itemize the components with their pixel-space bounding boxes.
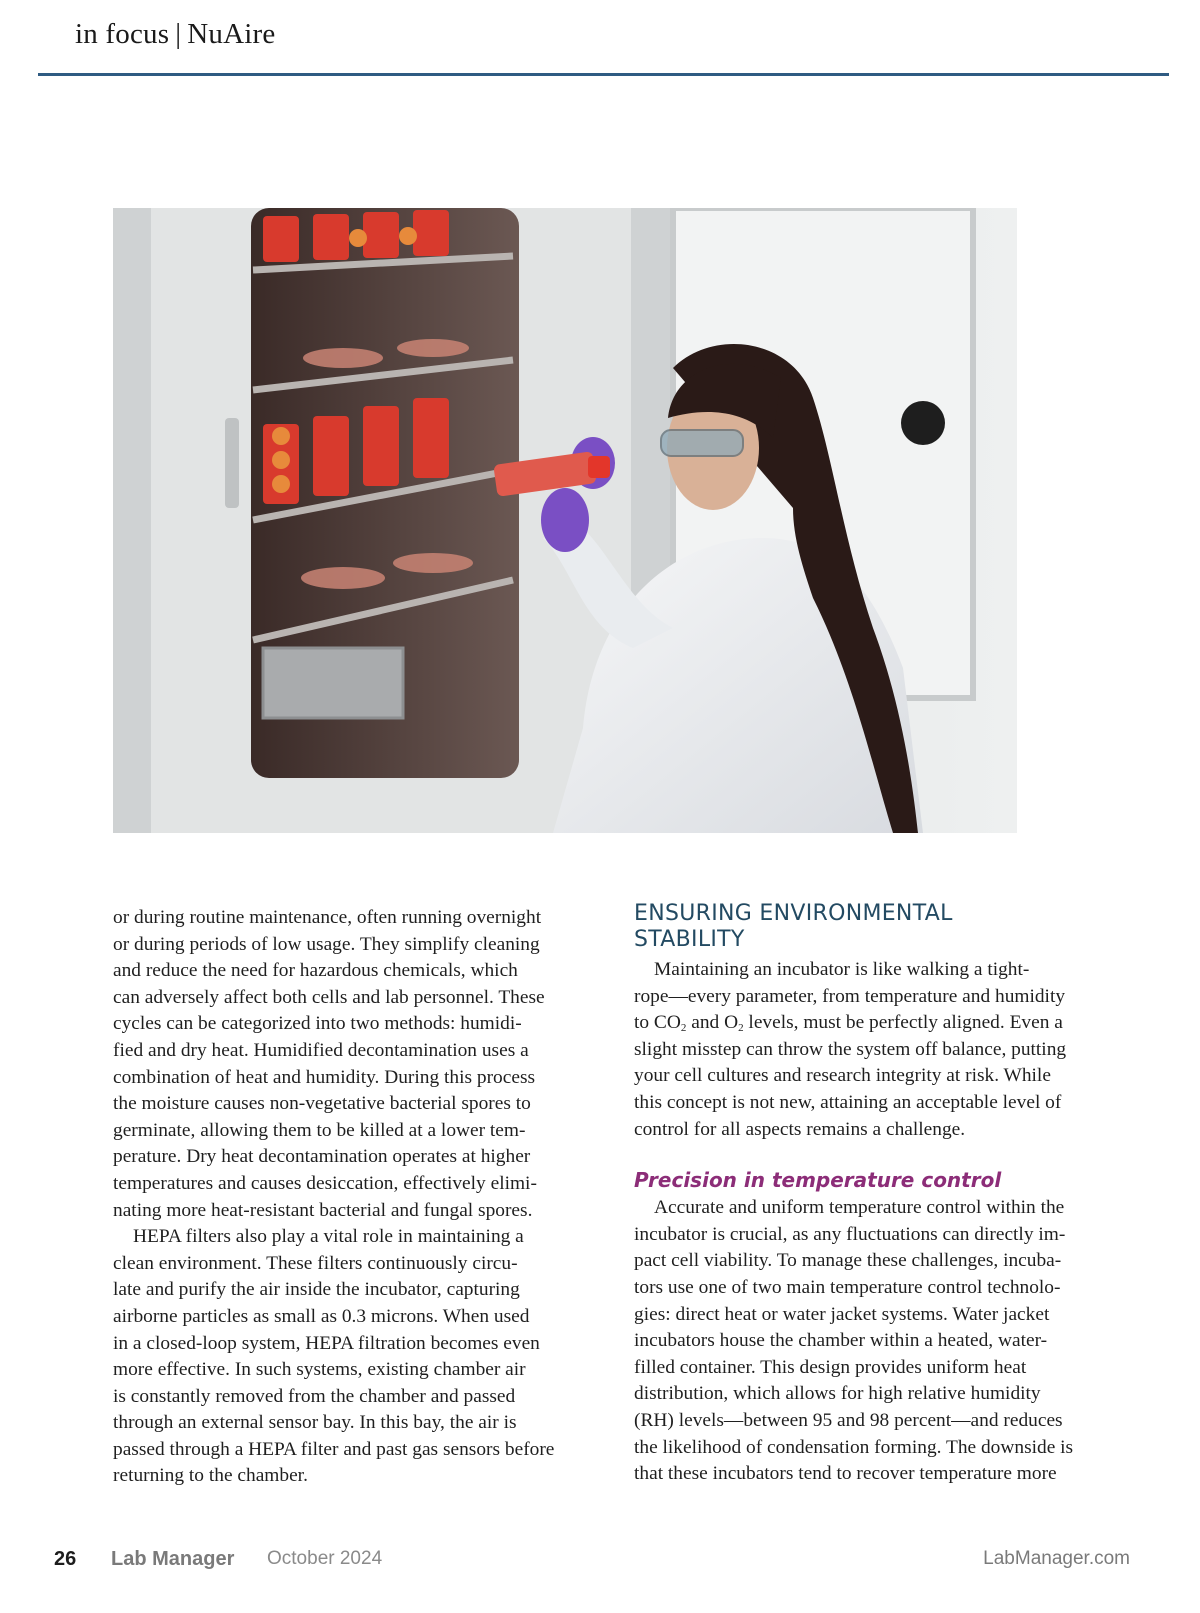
text-line: pact cell viability. To manage these challenges, incuba-: [634, 1250, 1062, 1272]
text-line: the moisture causes non-vegetative bacterial spores to: [113, 1093, 531, 1115]
page-number: 26: [54, 1548, 77, 1570]
text-line: is constantly removed from the chamber and passed: [113, 1385, 516, 1407]
text-line: Accurate and uniform temperature control within the: [654, 1197, 1065, 1219]
text-line: slight misstep can throw the system off balance, putting: [634, 1038, 1067, 1060]
text-line: and reduce the need for hazardous chemicals, which: [113, 960, 518, 982]
header-section: in focus: [75, 18, 170, 50]
text-line: combination of heat and humidity. During this process: [113, 1066, 536, 1088]
text-line: distribution, which allows for high relative humidity: [634, 1383, 1041, 1405]
text-line: incubator is crucial, as any fluctuations can directly im-: [634, 1223, 1066, 1245]
text-line: incubators house the chamber within a heated, water-: [634, 1330, 1048, 1352]
text-line: airborne particles as small as 0.3 microns. When used: [113, 1305, 530, 1327]
magazine-name: Lab Manager: [111, 1548, 235, 1570]
text-line: tors use one of two main temperature control technolo-: [634, 1276, 1061, 1298]
lab-technician-incubator-photo: [113, 208, 1017, 833]
text-line: temperatures and causes desiccation, effectively elimi-: [113, 1172, 537, 1194]
text-line: nating more heat-resistant bacterial and fungal spores.: [113, 1199, 533, 1221]
text-fragment: to CO: [634, 1012, 681, 1034]
text-line: filled container. This design provides uniform heat: [634, 1356, 1027, 1378]
text-line: that these incubators tend to recover temperature more: [634, 1463, 1057, 1485]
text-fragment: and O: [686, 1012, 739, 1034]
text-line: perature. Dry heat decontamination operates at higher: [113, 1146, 531, 1168]
subheading: Precision in temperature control: [634, 1168, 1002, 1193]
right-paragraph-1: [634, 957, 1134, 1143]
text-line: or during routine maintenance, often running overnight: [113, 907, 542, 928]
text-line: [634, 1010, 1134, 1037]
section-heading-line: ENSURING ENVIRONMENTAL: [634, 901, 953, 926]
text-line: or during periods of low usage. They simplify cleaning: [113, 933, 540, 955]
section-heading-line: STABILITY: [634, 927, 745, 952]
text-line: Maintaining an incubator is like walking a tight-: [654, 959, 1030, 980]
text-line: fied and dry heat. Humidified decontamination uses a: [113, 1039, 529, 1061]
text-line: in a closed-loop system, HEPA filtration becomes even: [113, 1332, 540, 1354]
text-line: through an external sensor bay. In this bay, the air is: [113, 1412, 517, 1434]
text-line: clean environment. These filters continuously circu-: [113, 1252, 518, 1274]
subscript: 2: [738, 1022, 744, 1035]
text-line: returning to the chamber.: [113, 1465, 308, 1487]
text-line: HEPA filters also play a vital role in maintaining a: [133, 1226, 524, 1248]
text-line: (RH) levels—between 95 and 98 percent—and reduces: [634, 1409, 1063, 1431]
text-line: gies: direct heat or water jacket systems. Water jacket: [634, 1303, 1050, 1325]
text-line: cycles can be categorized into two methods: humidi-: [113, 1013, 522, 1035]
website-link[interactable]: LabManager.com: [983, 1548, 1130, 1569]
text-line: rope—every parameter, from temperature and humidity: [634, 985, 1066, 1007]
running-header: [75, 18, 275, 51]
issue-date: October 2024: [267, 1548, 383, 1569]
left-paragraph-2: [113, 1224, 611, 1490]
header-rule: [38, 73, 1169, 76]
header-company: NuAire: [187, 18, 276, 50]
text-line: late and purify the air inside the incubator, capturing: [113, 1279, 520, 1301]
text-line: your cell cultures and research integrity at risk. While: [634, 1065, 1051, 1087]
text-line: control for all aspects remains a challenge.: [634, 1118, 966, 1140]
text-line: passed through a HEPA filter and past gas sensors before: [113, 1438, 555, 1460]
subscript: 2: [680, 1022, 687, 1035]
right-paragraph-2: [634, 1195, 1134, 1488]
right-column: [634, 901, 1134, 1488]
section-heading: [634, 901, 1134, 953]
page-footer: [0, 1548, 1200, 1578]
left-paragraph-1: [113, 905, 611, 1224]
left-column: [113, 905, 611, 1490]
text-line: can adversely affect both cells and lab personnel. These: [113, 986, 545, 1008]
header-separator: |: [175, 18, 182, 50]
text-line: more effective. In such systems, existing chamber air: [113, 1359, 526, 1381]
text-line: this concept is not new, attaining an acceptable level of: [634, 1091, 1062, 1113]
text-line: germinate, allowing them to be killed at a lower tem-: [113, 1119, 526, 1141]
text-fragment: levels, must be perfectly aligned. Even a: [743, 1012, 1063, 1034]
text-line: the likelihood of condensation forming. The downside is: [634, 1436, 1074, 1458]
